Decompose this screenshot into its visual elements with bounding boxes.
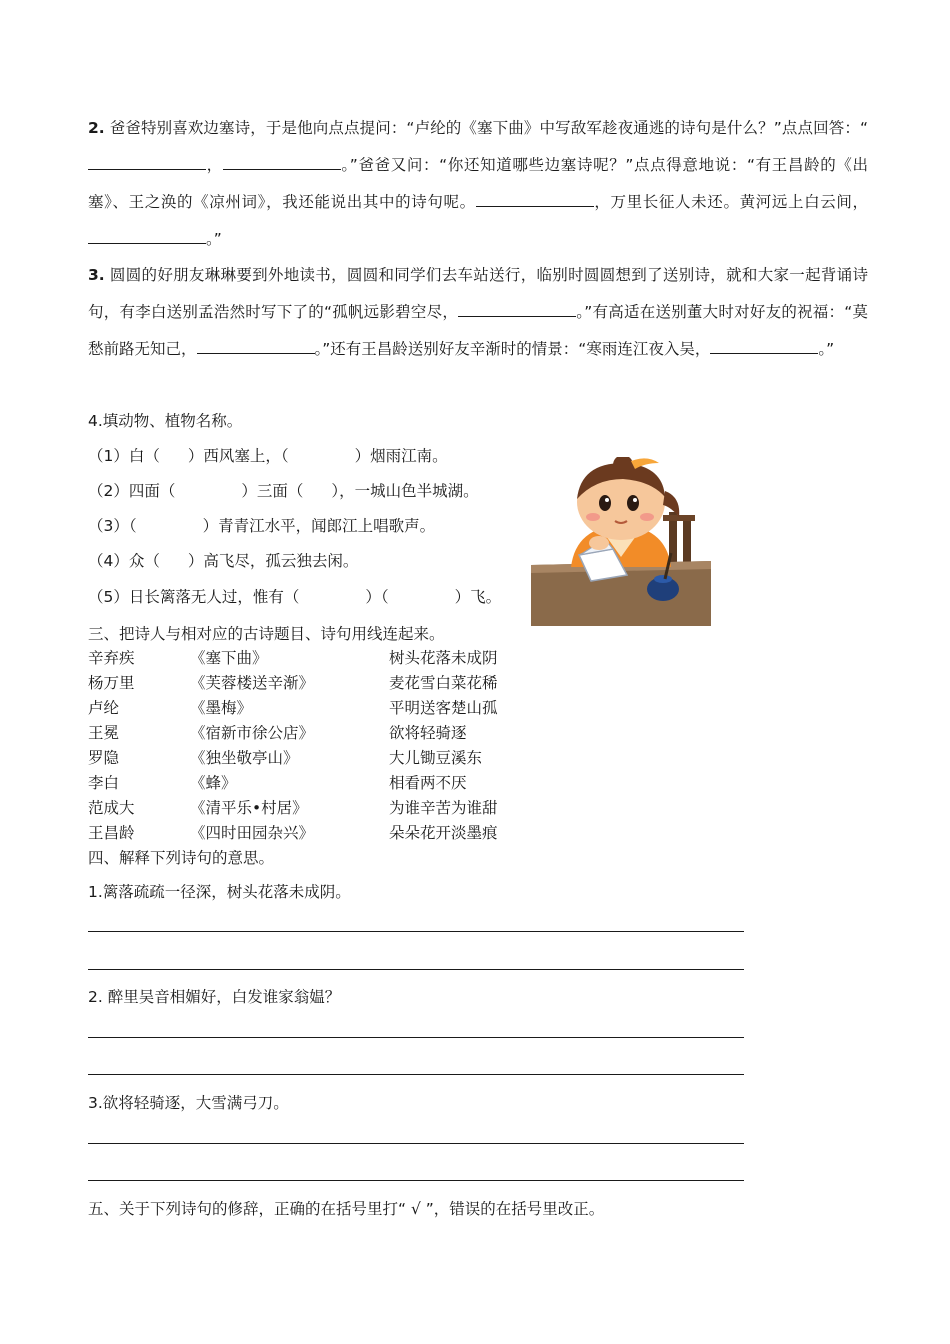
poet-name[interactable]: 罗隐 (88, 749, 120, 767)
answer-line[interactable] (88, 1037, 744, 1038)
poem-line[interactable]: 欲将轻骑逐 (389, 724, 467, 742)
fill-text: （4）众（ (88, 552, 160, 570)
question-number: 3. (88, 266, 105, 284)
answer-line[interactable] (88, 969, 744, 970)
answer-blank[interactable] (223, 154, 341, 170)
match-row (88, 746, 528, 771)
question-text: ， (206, 156, 223, 174)
question-text: 。”爸爸又问：“你还知道哪些边塞诗呢？”点点得意地说：“有王昌龄的《出塞》、王之涣的《凉州词》，我还能说出其中的诗句呢。 (88, 156, 868, 211)
fill-text: ）三面（ (241, 482, 304, 500)
poem-line[interactable]: 相看两不厌 (389, 774, 467, 792)
poem-line[interactable]: 大儿锄豆溪东 (389, 749, 483, 767)
question-text: 。” (818, 340, 835, 358)
answer-line[interactable] (88, 1074, 744, 1075)
fill-item-5 (88, 585, 501, 609)
fill-item-3 (88, 514, 435, 538)
answer-blank[interactable] (88, 228, 206, 244)
question-4-heading: 4.填动物、植物名称。 (88, 412, 243, 430)
poet-name[interactable]: 卢纶 (88, 699, 120, 717)
fill-text: （3）（ (88, 517, 137, 535)
poem-title[interactable]: 《独坐敬亭山》 (190, 749, 299, 767)
poem-line[interactable]: 平明送客楚山孤 (389, 699, 498, 717)
section-4-heading: 四、解释下列诗句的意思。 (88, 849, 275, 867)
fill-text: （5）日长篱落无人过，惟有（ (88, 588, 300, 606)
poet-name[interactable]: 辛弃疾 (88, 649, 135, 667)
poem-title[interactable]: 《四时田园杂兴》 (190, 824, 315, 842)
fill-text: （1）白（ (88, 447, 160, 465)
section-5-heading: 五、关于下列诗句的修辞，正确的在括号里打“ √ ”，错误的在括号里改正。 (88, 1200, 605, 1218)
answer-line[interactable] (88, 1180, 744, 1181)
question-text: 。”还有王昌龄送别好友辛渐时的情景：“寒雨连江夜入吴， (314, 340, 711, 358)
poem-line[interactable]: 朵朵花开淡墨痕 (389, 824, 498, 842)
fill-text: ），一城山色半城湖。 (331, 482, 479, 500)
match-row (88, 696, 528, 721)
poem-title[interactable]: 《墨梅》 (190, 699, 253, 717)
answer-blank[interactable] (476, 191, 594, 207)
explain-question-3: 3.欲将轻骑逐，大雪满弓刀。 (88, 1094, 289, 1112)
question-text: 。”有高适在送别董大时对好友的祝福：“莫愁前路无知己， (88, 303, 868, 358)
fill-text: ）西风塞上，（ (187, 447, 289, 465)
poet-name[interactable]: 范成大 (88, 799, 135, 817)
answer-blank[interactable] (458, 301, 576, 317)
poem-line[interactable]: 麦花雪白菜花稀 (389, 674, 498, 692)
answer-blank[interactable] (197, 338, 315, 354)
poem-line[interactable]: 为谁辛苦为谁甜 (389, 799, 498, 817)
question-number: 2. (88, 119, 105, 137)
match-row (88, 771, 528, 796)
fill-item-2 (88, 479, 479, 503)
poem-title[interactable]: 《宿新市徐公店》 (190, 724, 315, 742)
explain-question-2: 2. 醉里吴音相媚好，白发谁家翁媪？ (88, 988, 341, 1006)
match-row (88, 721, 528, 746)
question-2 (88, 110, 868, 258)
poem-title[interactable]: 《清平乐•村居》 (190, 799, 308, 817)
fill-item-4 (88, 549, 358, 573)
poet-name[interactable]: 杨万里 (88, 674, 135, 692)
fill-text: ）青青江水平，闻郎江上唱歌声。 (202, 517, 436, 535)
match-row (88, 671, 528, 696)
fill-text: ）（ (365, 588, 389, 606)
section-3-heading: 三、把诗人与相对应的古诗题目、诗句用线连起来。 (88, 625, 445, 643)
poet-name[interactable]: 王昌龄 (88, 824, 135, 842)
answer-line[interactable] (88, 931, 744, 932)
match-row (88, 646, 528, 671)
question-text: 。” (206, 230, 222, 248)
poem-title[interactable]: 《芙蓉楼送辛渐》 (190, 674, 315, 692)
poet-name[interactable]: 王冕 (88, 724, 120, 742)
match-row (88, 796, 528, 821)
fill-text: ）高飞尽，孤云独去闲。 (187, 552, 359, 570)
fill-text: ）烟雨江南。 (354, 447, 448, 465)
poem-title[interactable]: 《蜂》 (190, 774, 237, 792)
fill-text: （2）四面（ (88, 482, 176, 500)
answer-blank[interactable] (710, 338, 818, 354)
explain-question-1: 1.篱落疏疏一径深，树头花落未成阴。 (88, 883, 351, 901)
child-reading-illustration-icon (531, 457, 711, 626)
poem-line[interactable]: 树头花落未成阴 (389, 649, 498, 667)
answer-line[interactable] (88, 1143, 744, 1144)
question-3 (88, 257, 868, 368)
poet-name[interactable]: 李白 (88, 774, 120, 792)
question-text: 爸爸特别喜欢边塞诗，于是他向点点提问：“卢纶的《塞下曲》中写敌军趁夜通逃的诗句是什么？”点点回答：“ (109, 119, 868, 137)
poem-title[interactable]: 《塞下曲》 (190, 649, 268, 667)
fill-item-1 (88, 444, 448, 468)
match-row (88, 821, 528, 846)
fill-text: ）飞。 (454, 588, 502, 606)
question-text: 圆圆的好朋友琳琳要到外地读书，圆圆和同学们去车站送行，临别时圆圆想到了送别诗，就和大家一起背诵诗句，有李白送别孟浩然时写下了的“孤帆远影碧空尽， (88, 266, 868, 321)
question-text: ，万里长征人未还。黄河远上白云间， (593, 193, 868, 211)
answer-blank[interactable] (88, 154, 206, 170)
